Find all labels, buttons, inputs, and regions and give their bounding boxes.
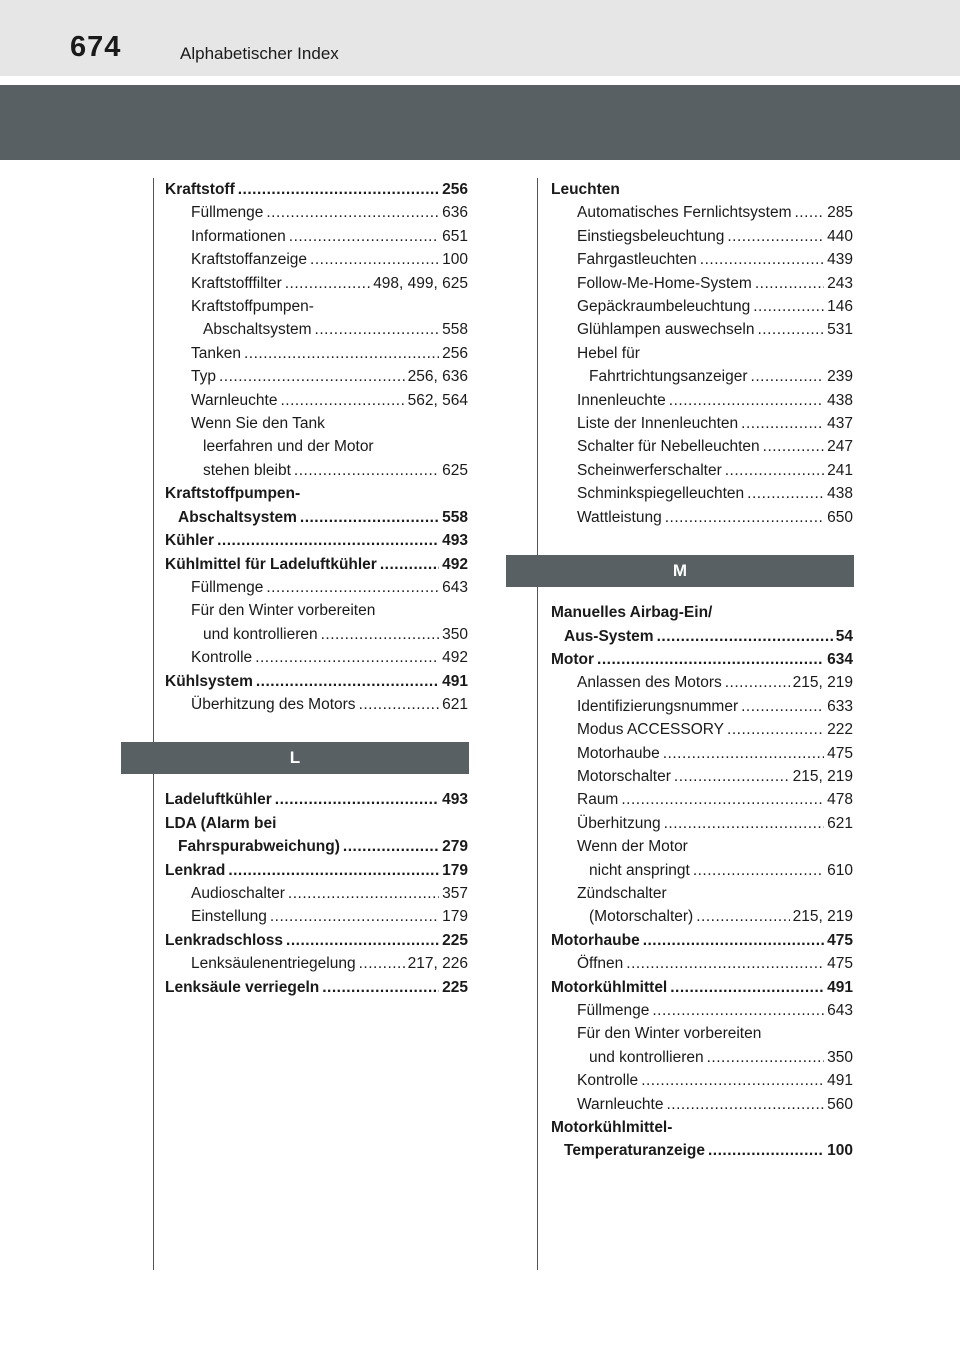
index-entry-text: Follow-Me-Home-System (577, 274, 752, 292)
header-band (0, 85, 960, 160)
dot-leader (758, 318, 825, 341)
dot-leader (255, 646, 439, 669)
index-entry-text: Kraftstoffanzeige (191, 251, 308, 269)
index-entry-page: 179 (442, 908, 468, 926)
index-entry (577, 412, 853, 435)
column-divider-left (153, 178, 154, 1270)
index-entry-text: Lenkrad (165, 861, 226, 879)
index-entry-page: 256 (442, 181, 468, 198)
index-entry-page: 560 (827, 1095, 853, 1113)
index-entry-page: 493 (442, 791, 468, 809)
index-entry-text: Lenksäulenentriegelung (191, 955, 356, 973)
index-entry-text: Lenkradschloss (165, 931, 284, 949)
index-entry-text: Öffnen (577, 955, 624, 973)
index-entry-page: 492 (442, 555, 468, 573)
dot-leader (674, 765, 790, 788)
index-entry (589, 365, 853, 388)
index-entry-page: 350 (442, 625, 468, 643)
index-entry-page: 225 (442, 931, 468, 949)
index-entry (191, 389, 468, 412)
index-entry (165, 929, 468, 952)
index-entry-page: 491 (827, 978, 853, 996)
dot-leader (643, 929, 824, 952)
index-entry (564, 1139, 853, 1162)
index-entry (577, 765, 853, 788)
index-entry-text: Glühlampen auswechseln (577, 321, 755, 339)
index-entry (551, 976, 853, 999)
dot-leader (286, 929, 439, 952)
index-entry (165, 976, 468, 999)
index-entry-text: Gepäckraumbeleuchtung (577, 298, 751, 316)
index-entry (191, 576, 468, 599)
index-entry-text: Informationen (191, 227, 286, 245)
index-entry (551, 929, 853, 952)
letter-heading-l: L (121, 742, 469, 774)
index-entry (191, 952, 468, 975)
dot-leader (727, 718, 824, 741)
index-entry-page: 100 (442, 251, 468, 269)
index-entry-page: 650 (827, 508, 853, 526)
index-entry (577, 718, 853, 741)
index-entry-text: Schminkspiegelleuchten (577, 485, 745, 503)
index-entry-text: Kontrolle (577, 1072, 639, 1090)
index-entry (191, 225, 468, 248)
index-entry-text: LDA (Alarm bei (165, 814, 277, 832)
column-divider-middle (537, 178, 538, 1270)
index-entry-text: Motorschalter (577, 767, 671, 785)
index-entry-text: Tanken (191, 344, 241, 362)
page-title: Alphabetischer Index (180, 44, 339, 63)
index-entry-page: 439 (827, 251, 853, 269)
index-entry-text: Audioschalter (191, 884, 285, 902)
index-entry (551, 601, 853, 624)
dot-leader (343, 835, 439, 858)
index-entry (191, 693, 468, 716)
index-entry-page: 562, 564 (407, 391, 468, 409)
index-entry-text: Füllmenge (577, 1002, 650, 1019)
dot-leader (219, 365, 405, 388)
dot-leader (741, 412, 824, 435)
index-entry-text: Wattleistung (577, 508, 662, 526)
index-entry-text: (Motorschalter) (589, 908, 694, 926)
dot-leader (380, 553, 439, 576)
index-entry-text: Überhitzung (577, 814, 661, 832)
index-entry-text: Kraftstoffpumpen- (165, 485, 301, 503)
index-entry-text: Füllmenge (191, 578, 264, 596)
index-entry-text: Abschaltsystem (178, 508, 297, 526)
index-entry-text: Überhitzung des Motors (191, 695, 356, 713)
index-entry-page: 636 (442, 204, 468, 222)
index-entry-text: Zündschalter (577, 884, 667, 902)
index-entry-text: Für den Winter vorbereiten (577, 1025, 762, 1043)
dot-leader (652, 999, 824, 1022)
index-entry (203, 623, 468, 646)
dot-leader (666, 1093, 824, 1116)
index-entry-page: 498, 499, 625 (373, 274, 468, 292)
index-entry-text: Modus ACCESSORY (577, 721, 725, 739)
index-entry-text: Motor (551, 650, 595, 668)
index-entry (577, 788, 853, 811)
index-entry (165, 178, 468, 201)
index-entry (577, 812, 853, 835)
index-entry-page: 239 (827, 368, 853, 386)
index-entry (191, 272, 468, 295)
index-entry (178, 506, 468, 529)
index-entry-text: Kühlmittel für Ladeluftkühler (165, 555, 377, 573)
index-entry (577, 248, 853, 271)
index-entry (577, 835, 853, 858)
dot-leader (696, 905, 789, 928)
header-bar (0, 0, 960, 76)
index-entry (551, 648, 853, 671)
index-entry-text: und kontrollieren (589, 1048, 704, 1066)
index-entry (577, 882, 853, 905)
index-entry-text: Leuchten (551, 181, 620, 198)
index-entry-page: 279 (442, 838, 468, 856)
index-entry-page: 643 (827, 1002, 853, 1019)
dot-leader (322, 976, 439, 999)
dot-leader (280, 389, 404, 412)
index-entry (203, 435, 468, 458)
index-entry-text: Automatisches Fernlichtsystem (577, 204, 792, 222)
dot-leader (289, 225, 439, 248)
index-entry-text: Füllmenge (191, 204, 264, 222)
index-entry-page: 440 (827, 227, 853, 245)
index-entry-text: Motorkühlmittel (551, 978, 668, 996)
index-entry-text: Liste der Innenleuchten (577, 415, 739, 433)
dot-leader (621, 788, 824, 811)
index-column-left (165, 178, 468, 999)
index-entry (191, 412, 468, 435)
dot-leader (238, 178, 439, 201)
index-entry (203, 459, 468, 482)
dot-leader (665, 506, 824, 529)
index-entry (577, 318, 853, 341)
index-entry (178, 835, 468, 858)
index-entry (165, 670, 468, 693)
index-entry-text: Schalter für Nebelleuchten (577, 438, 760, 456)
index-entry (589, 905, 853, 928)
dot-leader (763, 435, 824, 458)
index-entry-text: Warnleuchte (191, 391, 278, 409)
index-entry (577, 459, 853, 482)
index-entry-page: 215, 219 (792, 767, 853, 785)
index-entry-page: 241 (827, 461, 853, 479)
index-entry-page: 475 (827, 931, 853, 949)
index-entry (191, 295, 468, 318)
index-entry-page: 437 (827, 415, 853, 433)
index-entry (577, 435, 853, 458)
index-entry-page: 633 (827, 697, 853, 715)
dot-leader (751, 365, 825, 388)
dot-leader (663, 742, 824, 765)
index-entry-page: 256, 636 (407, 368, 468, 386)
index-entry (577, 482, 853, 505)
index-entry-page: 625 (442, 461, 468, 479)
index-entry-page: 491 (442, 672, 468, 690)
index-entry (577, 1093, 853, 1116)
index-entry-text: Wenn der Motor (577, 838, 688, 856)
dot-leader (700, 248, 824, 271)
index-entry (577, 695, 853, 718)
index-entry-text: Scheinwerferschalter (577, 461, 722, 479)
index-entry (165, 788, 468, 811)
index-entry-text: Warnleuchte (577, 1095, 664, 1113)
index-entry-page: 643 (442, 578, 468, 596)
index-entry-text: Abschaltsystem (203, 321, 312, 339)
index-entry (577, 506, 853, 529)
index-entry-text: Kraftstofffilter (191, 274, 282, 292)
index-entry-text: Temperaturanzeige (564, 1142, 705, 1160)
dot-leader (597, 648, 824, 671)
index-entry (191, 342, 468, 365)
index-entry (191, 365, 468, 388)
dot-leader (321, 623, 440, 646)
index-entry (191, 905, 468, 928)
dot-leader (266, 576, 439, 599)
index-entry-text: Motorkühlmittel- (551, 1119, 673, 1137)
dot-leader (795, 201, 825, 224)
index-entry-page: 475 (827, 744, 853, 762)
index-entry (577, 342, 853, 365)
dot-leader (626, 952, 824, 975)
dot-leader (670, 976, 824, 999)
dot-leader (294, 459, 439, 482)
dot-leader (288, 882, 439, 905)
index-entry (577, 1022, 853, 1045)
dot-leader (664, 812, 825, 835)
index-entry-text: Aus-System (564, 627, 654, 645)
index-entry-text: Manuelles Airbag-Ein/ (551, 604, 713, 622)
dot-leader (669, 389, 824, 412)
dot-leader (725, 459, 824, 482)
index-entry-text: Raum (577, 791, 619, 809)
dot-leader (270, 905, 439, 928)
index-entry-page: 651 (442, 227, 468, 245)
index-entry (203, 318, 468, 341)
dot-leader (217, 529, 439, 552)
index-entry-text: leerfahren und der Motor (203, 438, 374, 456)
index-entry (577, 1069, 853, 1092)
index-entry-page: 285 (827, 204, 853, 222)
index-entry-text: Kühlsystem (165, 672, 253, 690)
index-entry-text: stehen bleibt (203, 461, 291, 479)
index-entry-text: nicht anspringt (589, 861, 690, 879)
letter-heading-m: M (506, 555, 854, 587)
index-entry-text: und kontrollieren (203, 625, 318, 643)
index-entry-text: Ladeluftkühler (165, 791, 272, 809)
dot-leader (753, 295, 824, 318)
index-entry-text: Fahrspurabweichung) (178, 838, 340, 856)
dot-leader (300, 506, 439, 529)
index-entry (191, 646, 468, 669)
index-entry-text: Fahrtrichtungsanzeiger (589, 368, 748, 386)
index-entry (165, 859, 468, 882)
dot-leader (359, 693, 440, 716)
page-number: 674 (70, 31, 122, 63)
dot-leader (657, 625, 833, 648)
index-entry (589, 859, 853, 882)
dot-leader (285, 272, 370, 295)
index-entry (577, 671, 853, 694)
index-entry (165, 482, 468, 505)
index-group (551, 178, 853, 529)
index-entry (191, 201, 468, 224)
index-group (551, 601, 853, 1163)
index-entry-page: 493 (442, 532, 468, 550)
index-entry (577, 389, 853, 412)
dot-leader (641, 1069, 824, 1092)
index-entry (564, 625, 853, 648)
dot-leader (359, 952, 405, 975)
index-entry-page: 438 (827, 485, 853, 503)
dot-leader (266, 201, 439, 224)
dot-leader (256, 670, 439, 693)
index-entry (577, 952, 853, 975)
dot-leader (244, 342, 439, 365)
index-entry-text: Motorhaube (577, 744, 660, 762)
index-entry-text: Kühler (165, 532, 215, 550)
index-entry-page: 491 (827, 1072, 853, 1090)
dot-leader (310, 248, 439, 271)
dot-leader (747, 482, 824, 505)
dot-leader (741, 695, 824, 718)
index-entry-page: 146 (827, 298, 853, 316)
index-entry-page: 247 (827, 438, 853, 456)
dot-leader (755, 272, 824, 295)
index-entry (577, 742, 853, 765)
index-entry (191, 599, 468, 622)
index-entry-page: 492 (442, 649, 468, 667)
index-entry (577, 999, 853, 1022)
index-entry (577, 295, 853, 318)
index-group (165, 178, 468, 716)
dot-leader (315, 318, 440, 341)
index-entry-text: Für den Winter vorbereiten (191, 602, 376, 620)
index-entry-page: 558 (442, 321, 468, 339)
index-entry (577, 272, 853, 295)
index-entry (165, 553, 468, 576)
index-entry-text: Identifizierungsnummer (577, 697, 739, 715)
index-entry (165, 529, 468, 552)
index-entry-text: Wenn Sie den Tank (191, 415, 325, 433)
index-entry-page: 243 (827, 274, 853, 292)
index-entry-text: Hebel für (577, 344, 640, 362)
index-entry-page: 475 (827, 955, 853, 973)
index-entry-text: Lenksäule verriegeln (165, 978, 320, 996)
index-entry (589, 1046, 853, 1069)
index-entry (577, 225, 853, 248)
index-entry-page: 350 (827, 1048, 853, 1066)
index-entry-page: 621 (442, 695, 468, 713)
index-entry-text: Motorhaube (551, 931, 640, 949)
index-entry (551, 1116, 853, 1139)
index-entry-text: Kraftstoffpumpen- (191, 298, 314, 316)
index-entry-page: 438 (827, 391, 853, 409)
index-entry-text: Einstellung (191, 908, 267, 926)
index-entry-text: Innenleuchte (577, 391, 666, 409)
index-entry-page: 215, 219 (792, 674, 853, 692)
index-entry-text: Einstiegsbeleuchtung (577, 227, 725, 245)
index-entry-page: 256 (442, 344, 468, 362)
index-entry (191, 882, 468, 905)
dot-leader (708, 1139, 824, 1162)
index-entry-text: Kraftstoff (165, 181, 235, 198)
index-entry-page: 621 (827, 814, 853, 832)
index-entry-page: 225 (442, 978, 468, 996)
dot-leader (727, 225, 824, 248)
index-entry-page: 610 (827, 861, 853, 879)
index-entry-page: 217, 226 (407, 955, 468, 973)
index-column-right (551, 178, 853, 1163)
index-entry-page: 222 (827, 721, 853, 739)
index-entry-page: 179 (442, 861, 468, 879)
index-entry (551, 178, 853, 201)
dot-leader (228, 859, 439, 882)
index-entry (577, 201, 853, 224)
index-entry-page: 357 (442, 884, 468, 902)
index-entry-page: 531 (827, 321, 853, 339)
index-entry-page: 100 (827, 1142, 853, 1160)
index-entry-page: 478 (827, 791, 853, 809)
index-entry-text: Anlassen des Motors (577, 674, 722, 692)
index-entry (191, 248, 468, 271)
dot-leader (725, 671, 790, 694)
index-entry-page: 215, 219 (792, 908, 853, 926)
dot-leader (707, 1046, 825, 1069)
index-entry-page: 54 (835, 627, 853, 645)
index-entry-text: Fahrgastleuchten (577, 251, 697, 269)
index-entry (165, 812, 468, 835)
index-entry-page: 558 (442, 508, 468, 526)
dot-leader (275, 788, 439, 811)
index-entry-text: Kontrolle (191, 649, 253, 667)
index-entry-page: 634 (827, 650, 853, 668)
dot-leader (693, 859, 824, 882)
index-entry-text: Typ (191, 368, 216, 386)
index-group (165, 788, 468, 999)
